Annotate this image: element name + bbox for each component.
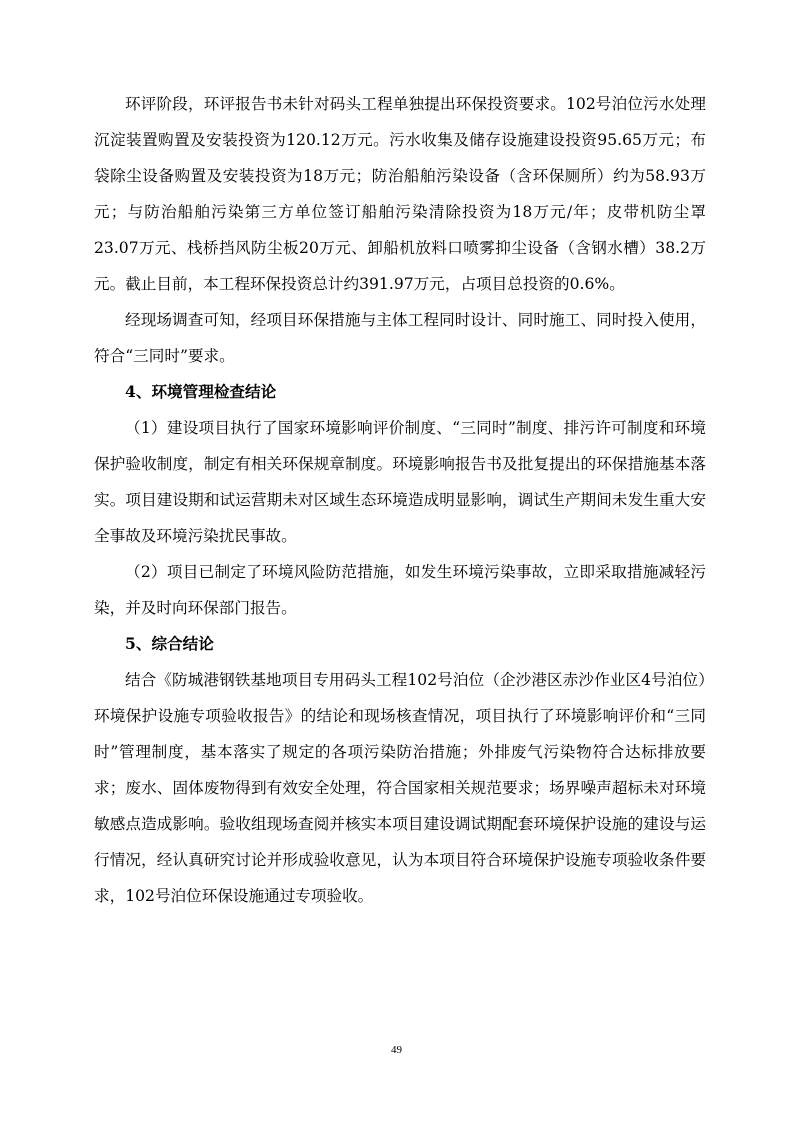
paragraph-three-simultaneous: 经现场调查可知，经项目环保措施与主体工程同时设计、同时施工、同时投入使用，符合“三同时”要求。 <box>94 311 706 365</box>
section-heading-management-check: 4、环境管理检查结论 <box>125 382 277 401</box>
paragraph-management-item-2: （2）项目已制定了环境风险防范措施，如发生环境污染事故，立即采取措施减轻污染，并及时向环保部门报告。 <box>94 563 706 617</box>
paragraph-environmental-investment: 环评阶段，环评报告书未针对码头工程单独提出环保投资要求。102号泊位污水处理沉淀装置购置及安装投资为120.12万元。污水收集及储存设施建设投资95.65万元；布袋除尘设备购置及安装投资为18万元；防治船舶污染设备（含环保厕所）约为58.93万元；与防治船舶污染第三方单位签订船舶污染清除投资为18万元/年；皮带机防尘罩23.07万元、栈桥挡风防尘板20万元、卸船机放料口喷雾抑尘设备（含钢水槽）38.2万元。截止目前，本工程环保投资总计约391.97万元，占项目总投资的0.6%。 <box>94 95 706 293</box>
paragraph-overall-conclusion: 结合《防城港钢铁基地项目专用码头工程102号泊位（企沙港区赤沙作业区4号泊位）环境保护设施专项验收报告》的结论和现场核查情况，项目执行了环境影响评价和“三同时”管理制度，基本落实了规定的各项污染防治措施；外排废气污染物符合达标排放要求；废水、固体废物得到有效安全处理，符合国家相关规范要求；场界噪声超标未对环境敏感点造成影响。验收组现场查阅并核实本项目建设调试期配套环境保护设施的建设与运行情况，经认真研究讨论并形成验收意见，认为本项目符合环境保护设施专项验收条件要求，102号泊位环保设施通过专项验收。 <box>94 671 706 905</box>
section-heading-overall-conclusion: 5、综合结论 <box>125 634 214 653</box>
page-number: 49 <box>391 1044 402 1056</box>
paragraph-management-item-1: （1）建设项目执行了国家环境影响评价制度、“三同时”制度、排污许可制度和环境保护验收制度，制定有相关环保规章制度。环境影响报告书及批复提出的环保措施基本落实。项目建设期和试运营期未对区域生态环境造成明显影响，调试生产期间未发生重大安全事故及环境污染扰民事故。 <box>94 419 706 545</box>
page-body <box>94 94 706 914</box>
